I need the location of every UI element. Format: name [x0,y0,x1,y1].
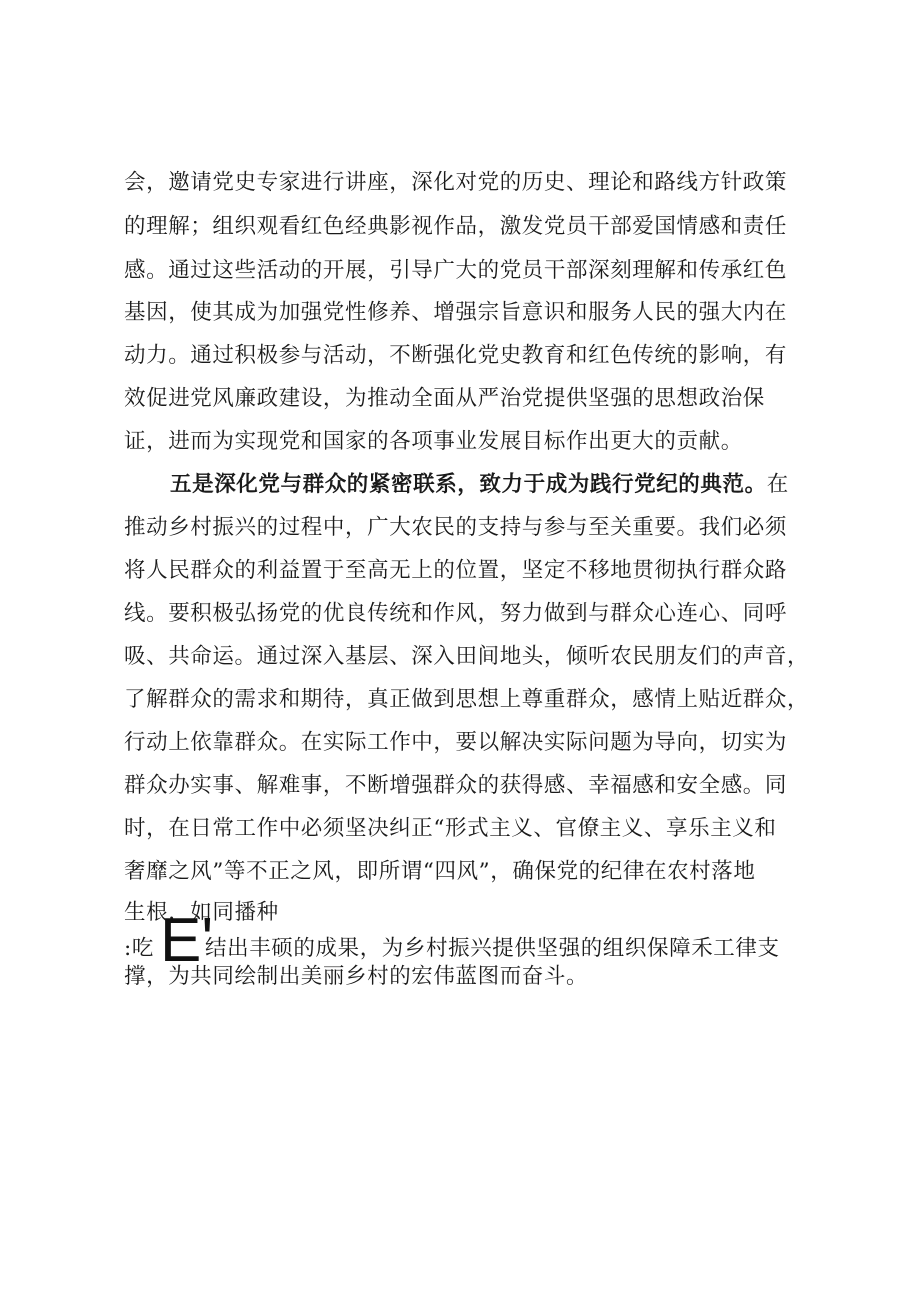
garbled-line: 生根，如同播种 [124,900,279,925]
paragraph-line: 动力。通过积极参与活动，不断强化党史教育和红色传统的影响，有 [124,343,788,368]
paragraph-line: 群众办实事、解难事，不断增强群众的获得感、幸福感和安全感。同 [124,773,788,798]
paragraph-line: 时，在日常工作中必须坚决纠正“形式主义、官僚主义、享乐主义和 [124,816,777,841]
paragraph-line: 撑，为共同绘制出美丽乡村的宏伟蓝图而奋斗。 [124,964,589,989]
paragraph-line: 基因，使其成为加强党性修养、增强宗旨意识和服务人民的强大内在 [124,300,788,325]
paragraph-heading-line [170,470,789,500]
paragraph-line: 将人民群众的利益置于至高无上的位置，坚定不移地贯彻执行群众路 [124,558,788,583]
paragraph-line: 线。要积极弘扬党的优良传统和作风，努力做到与群众心连心、同呼 [124,601,788,626]
paragraph-line: 会，邀请党史专家进行讲座，深化对党的历史、理论和路线方针政策 [124,170,788,195]
paragraph-line: 感。通过这些活动的开展，引导广大的党员干部深刻理解和传承红色 [124,258,788,283]
garbled-line-prefix: :吃 [124,936,154,961]
paragraph-line: 证，进而为实现党和国家的各项事业发展目标作出更大的贡献。 [124,429,743,454]
paragraph-heading-tail: 在 [766,472,789,497]
paragraph-line: 了解群众的需求和期待，真正做到思想上尊重群众，感情上贴近群众， [124,687,810,712]
paragraph-line: 奢靡之风”等不正之风，即所谓“四风”，确保党的纪律在农村落地 [124,859,756,884]
paragraph-line: 推动乡村振兴的过程中，广大农民的支持与参与至关重要。我们必须 [124,515,788,540]
garbled-glyph: E' [160,906,214,975]
paragraph-line: 的理解；组织观看红色经典影视作品，激发党员干部爱国情感和责任 [124,214,788,239]
garbled-line-suffix: 结出丰硕的成果，为乡村振兴提供坚强的组织保障禾工律支 [205,936,780,961]
paragraph-line: 效促进党风廉政建设，为推动全面从严治党提供坚强的思想政治保 [124,386,765,411]
paragraph-line: 吸、共命运。通过深入基层、深入田间地头，倾听农民朋友们的声音， [124,644,810,669]
paragraph-heading: 五是深化党与群众的紧密联系，致力于成为践行党纪的典范。 [170,472,767,497]
paragraph-line: 行动上依靠群众。在实际工作中，要以解决实际问题为导向，切实为 [124,730,788,755]
